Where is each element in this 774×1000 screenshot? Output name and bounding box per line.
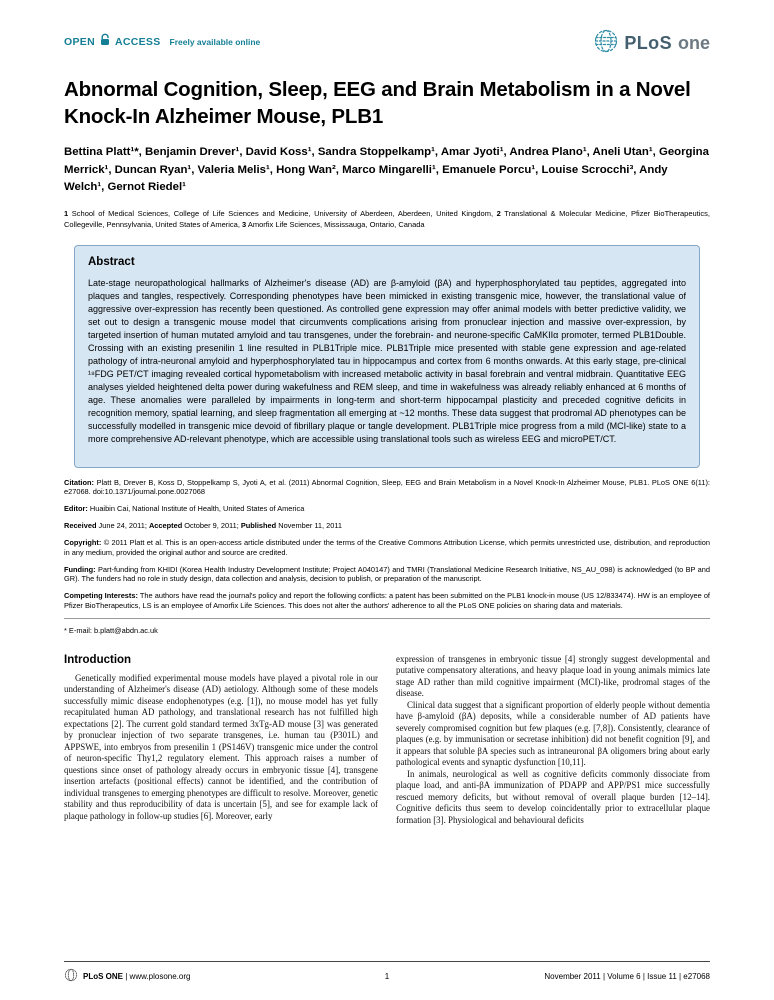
footer-plos-globe-icon — [64, 968, 78, 984]
affiliation-1-number: 1 — [64, 209, 69, 219]
editor-line — [64, 504, 710, 514]
editor-label: Editor: — [64, 504, 88, 514]
published-date: November 11, 2011 — [276, 521, 343, 531]
introduction-paragraph-continuation: expression of transgenes in embryonic tissue [4] strongly suggest developmental and putative compensatory alterations, and heavy plaque load in young animals mimics late stage AD rather than mild cognitive impairment (MCI)-like, prodromal stages of the disease. — [396, 653, 710, 699]
copyright-line — [64, 538, 710, 557]
body-columns — [64, 654, 710, 827]
citation-text: Platt B, Drever B, Koss D, Stoppelkamp S, Jyoti A, et al. (2011) Abnormal Cognition, Sleep, EEG and Brain Metabolism in a Novel Knock-In Alzheimer Mouse, PLB1. PLoS ONE 6(11): e27068. doi:10.1371/journal.pone.0027068 — [64, 477, 710, 497]
published-label: Published — [240, 521, 277, 531]
affiliations — [64, 208, 710, 231]
open-access-open-label: OPEN — [64, 36, 95, 48]
abstract-heading: Abstract — [88, 255, 135, 268]
accepted-date: October 9, 2011; — [182, 521, 241, 531]
affiliation-2-text: Translational & Molecular Medicine, Pfizer BioTherapeutics, Collegeville, Pennsylvania, United States of America, — [64, 209, 711, 230]
citation-label: Citation: — [64, 477, 94, 487]
open-access-access-label: ACCESS — [114, 36, 161, 48]
affiliation-2-number: 2 — [496, 209, 501, 219]
competing-interests-label: Competing Interests: — [64, 591, 138, 601]
page-header — [64, 26, 710, 62]
footer-page-number: 1 — [384, 971, 390, 981]
plos-logo-text: PLoS — [624, 33, 672, 53]
funding-label: Funding: — [64, 564, 96, 574]
plos-one-logo — [593, 26, 710, 59]
dates-line — [64, 521, 710, 531]
received-label: Received — [64, 521, 97, 531]
email-link[interactable]: b.platt@abdn.ac.uk — [94, 626, 158, 636]
editor-text: Huaibin Cai, National Institute of Health, United States of America — [89, 504, 305, 514]
introduction-heading: Introduction — [64, 653, 132, 666]
author-list: Bettina Platt¹*, Benjamin Drever¹, David Koss¹, Sandra Stoppelkamp¹, Amar Jyoti¹, Andrea Plano¹, Aneli Utan¹, Georgina Merrick¹, Duncan Ryan¹, Valeria Melis¹, Hong Wan², Marco Mingarelli¹, Emanuele Porcu¹, Louise Scrocchi³, Andy Welch¹, Gernot Riedel¹ — [64, 145, 709, 194]
email-line — [64, 626, 710, 636]
introduction-paragraph-left: Genetically modified experimental mouse models have played a pivotal role in our understanding of Alzheimer's disease (AD) aetiology. Although some of these models successfully mimic disease endophenotypes (e.g. [1]), no mouse model has yet fully recapitulated human AD pathology, and translational research has not fulfilled high expectations [2]. The current gold standard termed 3xTg-AD mouse [3] was generated by pronuclear injection of two separate transgenes, i.e. human tau (P301L) and APPSWE, into embryos from presenilin 1 (PS146V) transgenic mice under the control of neuron-specific Thy1,2 regulatory element. This approach raises a number of questions since onset of pathology already occurs in embryonic tissue [4], transgene insertion artefacts (positional effects) cannot be identified, and the contribution of individual transgenes to emerging phenotypes are difficult to resolve. Moreover, genetic stability and thus reproducibility of data is uncertain [5], and see for example lack of plaque pathology in follow-up studies [6]. Moreover, early — [64, 672, 378, 821]
received-date: June 24, 2011; — [96, 521, 149, 531]
funding-line — [64, 565, 710, 584]
footer-issue-info: November 2011 | Volume 6 | Issue 11 | e27068 — [544, 971, 710, 981]
footnote-divider — [64, 618, 710, 619]
open-access-banner — [64, 26, 260, 51]
abstract-box — [74, 245, 700, 468]
clinical-data-paragraph: Clinical data suggest that a significant proportion of elderly people without dementia have β-amyloid (βA) deposits, while a considerable number of AD patients have severely compromised cognition but few plaques (e.g. [7,8]). Consistently, clearance of plaques (e.g. by immunisation or secretase inhibition) did not benefit cognition [9], and it appears that soluble βA species such as intraneuronal βA oligomers bring about early pathological events and synaptic dysfunction [10,11]. — [396, 699, 710, 768]
right-column — [396, 654, 710, 827]
citation-line — [64, 478, 710, 497]
competing-interests-line — [64, 591, 710, 610]
footer-journal-url: | www.plosone.org — [123, 971, 191, 981]
copyright-label: Copyright: — [64, 538, 102, 548]
funding-text: Part-funding from KHIDI (Korea Health Industry Development Institute; Project A040147) and TMRI (Translational Medicine Research Initiative, NS_AU_098) is acknowledged (to BP and GR). The funders had no role in study design, data collection and analysis, decision to publish, or preparation of the manuscript. — [64, 564, 710, 584]
open-access-tagline: Freely available online — [169, 37, 261, 47]
affiliation-1-text: School of Medical Sciences, College of Life Sciences and Medicine, University of Aberdeen, Aberdeen, United Kingdom, — [68, 209, 497, 219]
open-access-lock-icon — [99, 33, 111, 51]
affiliation-3-text: Amorfix Life Sciences, Mississauga, Ontario, Canada — [246, 220, 425, 230]
affiliation-3-number: 3 — [242, 220, 247, 230]
article-metadata — [64, 478, 710, 611]
footer-journal-name: PLoS ONE — [83, 971, 124, 981]
email-label: * E-mail: — [64, 626, 92, 636]
plos-one-text: one — [677, 33, 710, 53]
article-title: Abnormal Cognition, Sleep, EEG and Brain Metabolism in a Novel Knock-In Alzheimer Mouse, PLB1 — [64, 78, 691, 129]
animal-models-paragraph: In animals, neurological as well as cognitive deficits commonly dissociate from plaque load, and anti-βA immunization of PDAPP and APP/PS1 mice successfully rescued memory deficits, but without removal of overall plaque burden [12–14]. Cognitive deficits thus seem to develop coincidentally prior to extracellular plaque formation [3]. Physiological and behavioural deficits — [396, 768, 710, 825]
page-footer — [64, 961, 710, 984]
left-column — [64, 654, 378, 827]
abstract-text: Late-stage neuropathological hallmarks of Alzheimer's disease (AD) are β-amyloid (βA) and hyperphosphorylated tau peptides, aggregated into plaques and tangles, respectively. Corresponding phenotypes have been mimicked in existing transgenic mice, however, the translational value of aggressive over-expression has recently been questioned. As controlled gene expression may offer animal models with better predictive validity, we set out to design a transgenic mouse model that circumvents complications arising from pronuclear injection and massive over-expression, by targeted insertion of human mutated amyloid and tau transgenes, under the forebrain- and neurone-specific CaMKIIα promoter, termed PLB1Double. Crossing with an existing presenilin 1 line resulted in PLB1Triple mice. PLB1Triple mice presented with stable gene expression and age-related pathology of intra-neuronal amyloid and hyperphosphorylated tau in hippocampus and cortex from 6 months onwards. At this early stage, pre-clinical ¹⁸FDG PET/CT imaging revealed cortical hypometabolism with increased metabolic activity in basal forebrain and ventral midbrain. Quantitative EEG analyses yielded heightened delta power during wakefulness and REM sleep, and time in wakefulness was already reliably enhanced at 6 months of age. These anomalies were paralleled by impairments in long-term and short-term hippocampal plasticity and preceded cognitive deficits in recognition memory, spatial learning, and sleep fragmentation all emerging at ~12 months. These data suggest that prodromal AD phenotypes can be successfully modelled in transgenic mice devoid of fibrillary plaque or tangle development. PLB1Triple mice progress from a mild (MCI-like) state to a more comprehensive AD-relevant phenotype, which are accessible using translational tools such as wireless EEG and microPET/CT. — [88, 277, 686, 444]
accepted-label: Accepted — [148, 521, 183, 531]
copyright-text: © 2011 Platt et al. This is an open-access article distributed under the terms of the Creative Commons Attribution License, which permits unrestricted use, distribution, and reproduction in any medium, provided the original author and source are credited. — [64, 538, 710, 557]
footer-journal — [64, 968, 367, 984]
plos-globe-icon — [593, 28, 619, 59]
competing-interests-text: The authors have read the journal's policy and report the following conflicts: a patent has been submitted on the PLB1 knock-in mouse (US 12/833474). HW is an employee of Pfizer BioTherapeutics, LS is an employee of Amorfix Life Sciences. This does not alter the authors' adherence to all the PLoS ONE policies on sharing data and materials. — [64, 591, 710, 611]
